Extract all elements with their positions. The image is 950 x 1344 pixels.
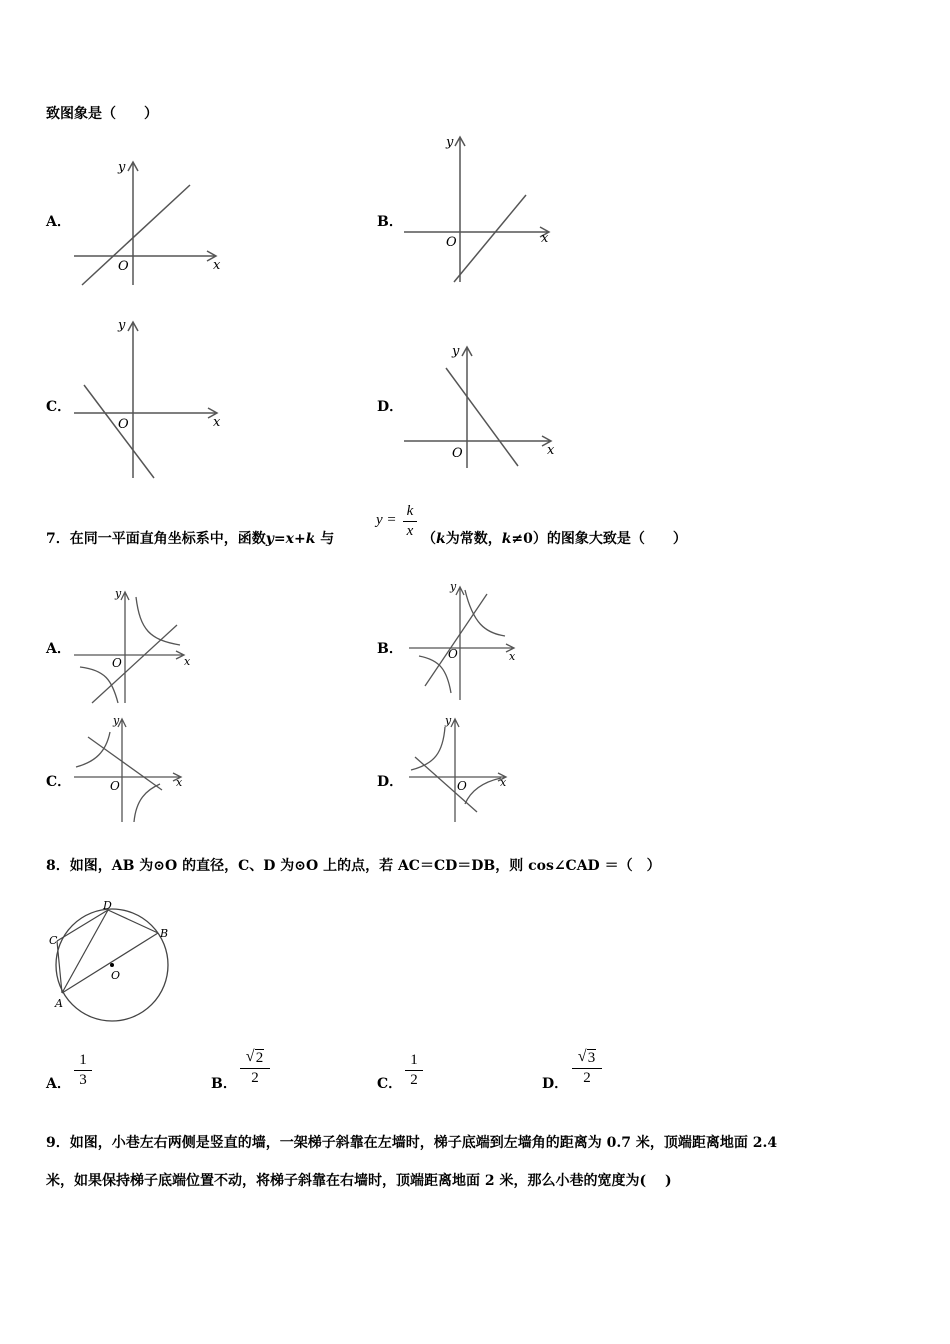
x-label: x bbox=[184, 655, 191, 668]
q7-graph-d bbox=[405, 712, 525, 827]
q6-graph-d bbox=[400, 340, 565, 470]
sqrt-symbol: √ bbox=[245, 1048, 255, 1065]
hyperbola-branch-1 bbox=[411, 727, 445, 770]
function-line bbox=[425, 594, 487, 686]
q8-option-c-fraction bbox=[405, 1052, 423, 1089]
q7-option-d-label[interactable]: D． bbox=[377, 774, 404, 790]
y-label: y bbox=[446, 135, 454, 150]
q8-option-b-fraction bbox=[240, 1050, 270, 1087]
radicand: 3 bbox=[587, 1050, 596, 1066]
q8-circle-figure bbox=[45, 895, 180, 1025]
q6-option-b-label[interactable]: B． bbox=[377, 214, 403, 230]
numerator: 1 bbox=[79, 1052, 87, 1068]
q8-option-a-fraction bbox=[74, 1052, 92, 1089]
fraction-bar bbox=[405, 1070, 423, 1071]
origin-label: O bbox=[110, 779, 120, 793]
q9-question-line2: 米，如果保持梯子底端位置不动，将梯子斜靠在右墙时，顶端距离地面 2 米，那么小巷的宽度为( ) bbox=[46, 1173, 672, 1189]
q7-connector: 与 bbox=[320, 531, 335, 547]
function-line bbox=[88, 737, 162, 790]
x-label: x bbox=[176, 776, 183, 789]
origin-label: O bbox=[457, 779, 467, 793]
q7-cond-k2: k bbox=[501, 531, 512, 547]
q7-func2-fraction bbox=[403, 503, 417, 540]
origin-label: O bbox=[446, 235, 457, 250]
denominator: 3 bbox=[79, 1072, 87, 1088]
q6-question-tail: 致图象是（ ） bbox=[46, 106, 158, 122]
numerator bbox=[572, 1050, 602, 1067]
q7-func2-numerator: k bbox=[406, 503, 414, 519]
q6-graph-c bbox=[70, 315, 230, 480]
q8-option-b-label[interactable]: B． bbox=[211, 1076, 237, 1092]
y-label: y bbox=[445, 714, 452, 727]
q8-question: 8．如图，AB 为⊙O 的直径，C、D 为⊙O 上的点，若 AC＝CD＝DB，则 cos∠CAD ＝（ ） bbox=[46, 858, 661, 874]
fraction-bar bbox=[572, 1068, 602, 1069]
x-label: x bbox=[213, 258, 221, 273]
q9-question-line1: 9．如图，小巷左右两侧是竖直的墙，一架梯子斜靠在左墙时，梯子底端到左墙角的距离为 0.7 米，顶端距离地面 2.4 bbox=[46, 1135, 778, 1151]
q6-graph-a bbox=[70, 155, 230, 290]
origin-label: O bbox=[452, 446, 463, 461]
q8-option-d-label[interactable]: D． bbox=[542, 1076, 569, 1092]
q8-option-c-label[interactable]: C． bbox=[377, 1076, 403, 1092]
origin-label: O bbox=[118, 259, 129, 274]
numerator bbox=[240, 1050, 270, 1067]
q7-func2-bar bbox=[403, 521, 417, 522]
y-label: y bbox=[450, 580, 457, 593]
q7-option-a-label[interactable]: A． bbox=[46, 641, 71, 657]
q7-option-b-label[interactable]: B． bbox=[377, 641, 403, 657]
chord-ad bbox=[62, 910, 108, 993]
radicand: 2 bbox=[255, 1050, 264, 1066]
q7-cond-k: k bbox=[436, 531, 446, 547]
fraction-bar bbox=[74, 1070, 92, 1071]
x-label: x bbox=[547, 443, 555, 458]
q7-graph-a bbox=[70, 585, 195, 705]
q6-option-a-label[interactable]: A． bbox=[46, 214, 71, 230]
denominator: 2 bbox=[583, 1070, 591, 1086]
x-label: x bbox=[509, 650, 516, 663]
denominator: 2 bbox=[251, 1070, 259, 1086]
chord-cd bbox=[57, 910, 108, 941]
y-label: y bbox=[118, 318, 126, 333]
hyperbola-branch-2 bbox=[419, 656, 451, 693]
point-a-label: A bbox=[55, 997, 63, 1010]
x-label: x bbox=[541, 231, 549, 246]
q7-cond-open: （ bbox=[422, 531, 436, 547]
sqrt-symbol: √ bbox=[577, 1048, 587, 1065]
origin-label: O bbox=[118, 417, 129, 432]
function-line bbox=[454, 195, 526, 282]
q7-func2-lhs: y = bbox=[376, 512, 397, 528]
y-label: y bbox=[115, 587, 122, 600]
y-label: y bbox=[118, 160, 126, 175]
q7-condition bbox=[422, 528, 687, 548]
diameter-ab bbox=[62, 933, 158, 993]
hyperbola-branch-2 bbox=[134, 784, 160, 822]
x-label: x bbox=[213, 415, 221, 430]
q7-cond-text: 为常数， bbox=[445, 531, 502, 547]
q8-option-d-fraction bbox=[572, 1050, 602, 1087]
q8-option-a-label[interactable]: A． bbox=[46, 1076, 71, 1092]
center-o-label: O bbox=[111, 969, 121, 982]
q7-graph-b bbox=[405, 578, 525, 703]
q7-func1: y=x+k bbox=[265, 531, 316, 547]
q6-option-c-label[interactable]: C． bbox=[46, 399, 72, 415]
q7-cond-ne: ≠0）的图象大致是（ ） bbox=[511, 531, 687, 547]
function-line bbox=[92, 625, 177, 703]
point-d-label: D bbox=[103, 899, 112, 912]
numerator: 1 bbox=[410, 1052, 418, 1068]
hyperbola-branch-2 bbox=[465, 778, 501, 804]
center-dot bbox=[110, 963, 114, 967]
origin-label: O bbox=[112, 656, 122, 670]
point-c-label: C bbox=[49, 934, 58, 947]
origin-label: O bbox=[448, 647, 458, 661]
hyperbola-branch-1 bbox=[136, 597, 180, 645]
q6-graph-b bbox=[400, 130, 560, 290]
q7-prefix: 7．在同一平面直角坐标系中，函数 bbox=[46, 531, 266, 547]
q7-option-c-label[interactable]: C． bbox=[46, 774, 72, 790]
y-label: y bbox=[452, 344, 460, 359]
q6-option-d-label[interactable]: D． bbox=[377, 399, 404, 415]
fraction-bar bbox=[240, 1068, 270, 1069]
q7-question bbox=[46, 528, 334, 548]
q7-graph-c bbox=[70, 712, 195, 827]
point-b-label: B bbox=[160, 927, 169, 940]
denominator: 2 bbox=[410, 1072, 418, 1088]
function-line bbox=[82, 185, 190, 285]
x-label: x bbox=[500, 776, 507, 789]
y-label: y bbox=[113, 714, 120, 727]
q7-func2-denominator: x bbox=[406, 523, 414, 539]
